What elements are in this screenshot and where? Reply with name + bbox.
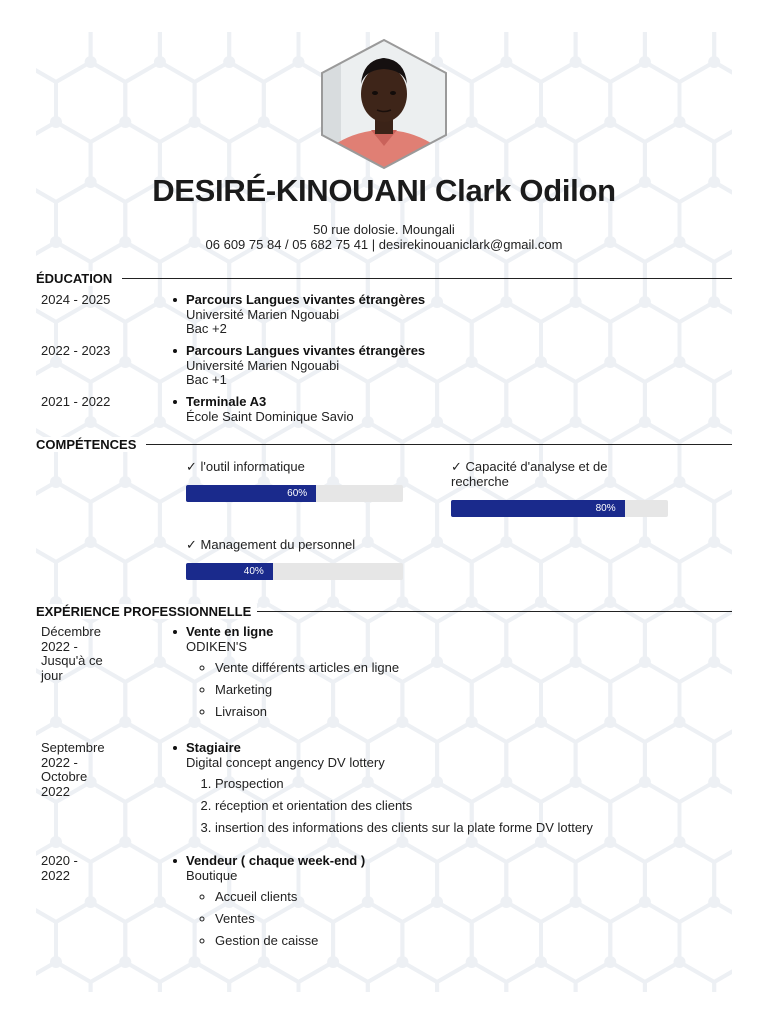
entry-title: Parcours Langues vivantes étrangères (186, 343, 426, 358)
entry-line: Université Marien Ngouabi (186, 306, 340, 322)
phone-email: 06 609 75 84 / 05 682 75 41 | desirekinouaniclark@gmail.com (205, 237, 563, 252)
list-item: ◦ Marketing (215, 682, 399, 697)
skills-heading: COMPÉTENCES (36, 437, 142, 452)
list-item: ◦ Vente différents articles en ligne (215, 660, 399, 675)
entry-content (186, 854, 365, 955)
skill-bar-fill: 60% (186, 485, 316, 502)
skill-label: ✓ l'outil informatique (186, 459, 305, 474)
skill-bar-fill: 40% (186, 563, 273, 580)
list-item: 3. insertion des informations des clients sur la plate forme DV lottery (215, 820, 593, 835)
skill-bar (186, 485, 403, 502)
entry-line: Bac +2 (186, 321, 227, 336)
entry-date: Décembre 2022 - Jusqu'à ce jour (41, 624, 103, 683)
entry-subtitle: ODIKEN'S (186, 638, 247, 654)
task-list (186, 660, 399, 719)
section-divider (146, 444, 732, 445)
entry-subtitle: Digital concept angency DV lottery (186, 754, 385, 770)
task-list (186, 776, 593, 835)
list-item: 1. Prospection (215, 776, 593, 791)
skill-label: ✓ Management du personnel (186, 537, 356, 552)
entry-content (186, 344, 425, 388)
list-item: ◦ Livraison (215, 704, 399, 719)
entry-date: 2024 - 2025 (41, 292, 111, 307)
profile-photo (319, 38, 449, 170)
education-heading: ÉDUCATION (36, 271, 118, 286)
entry-line: Université Marien Ngouabi (186, 357, 340, 373)
entry-title: Parcours Langues vivantes étrangères (186, 292, 426, 307)
task-list (186, 889, 365, 948)
entry-date: Septembre 2022 - Octobre 2022 (41, 740, 105, 799)
entry-line: École Saint Dominique Savio (186, 408, 354, 424)
entry-title: Vente en ligne (186, 625, 399, 640)
entry-title: Terminale A3 (186, 395, 354, 410)
section-divider (122, 278, 732, 279)
skill-bar (186, 563, 403, 580)
list-item: ◦ Accueil clients (215, 889, 365, 904)
entry-title: Vendeur ( chaque week-end ) (186, 853, 366, 868)
address: 50 rue dolosie. Moungali (313, 222, 455, 237)
entry-date: 2020 - 2022 (41, 853, 78, 883)
entry-content (186, 395, 354, 424)
list-item: ◦ Ventes (215, 911, 365, 926)
list-item: ◦ Gestion de caisse (215, 933, 365, 948)
entry-line: Bac +1 (186, 372, 227, 387)
section-divider (250, 611, 732, 612)
entry-date: 2021 - 2022 (41, 394, 111, 409)
entry-title: Stagiaire (186, 741, 593, 756)
experience-heading: EXPÉRIENCE PROFESSIONNELLE (36, 604, 257, 619)
skill-bar-fill: 80% (451, 500, 625, 517)
list-item: 2. réception et orientation des clients (215, 798, 593, 813)
skill-bar (451, 500, 668, 517)
entry-date: 2022 - 2023 (41, 343, 111, 358)
skill-label: ✓ Capacité d'analyse et de recherche (451, 459, 608, 489)
entry-content (186, 625, 399, 726)
full-name: DESIRÉ-KINOUANI Clark Odilon (152, 173, 616, 208)
entry-subtitle: Boutique (186, 867, 238, 883)
entry-content (186, 741, 593, 842)
entry-content (186, 293, 425, 337)
